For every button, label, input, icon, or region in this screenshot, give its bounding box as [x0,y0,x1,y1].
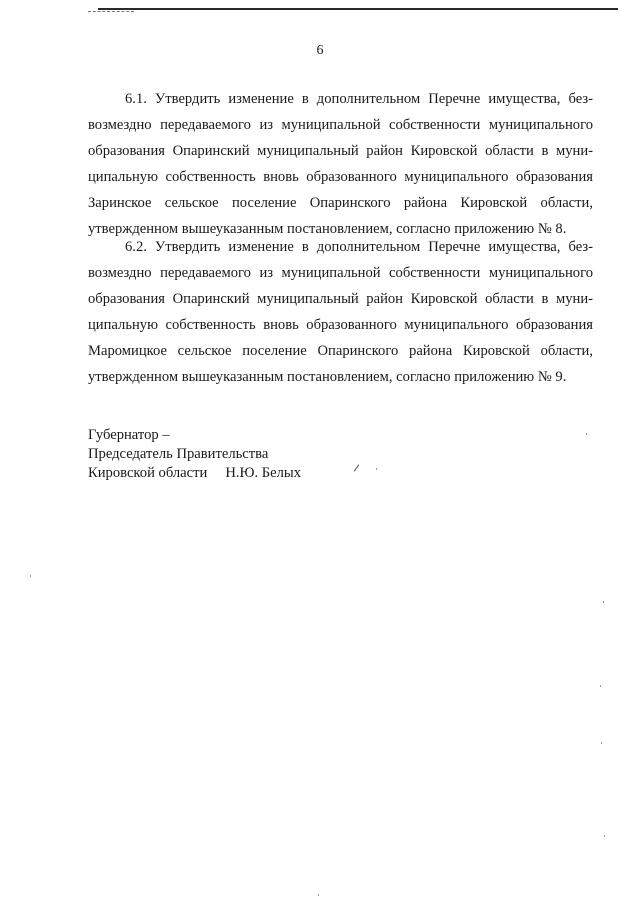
paragraph-line: образования Опаринский муниципальный район Кировской области в муни- [88,290,593,307]
signature-title-line-1: Губернатор – [88,427,170,443]
scan-speck [600,685,601,687]
signature-block [88,426,301,483]
paragraph-line: образования Опаринский муниципальный район Кировской области в муни- [88,142,593,159]
signature-region-line [88,464,301,483]
paragraph-line: Заринское сельское поселение Опаринского района Кировской области, [88,194,593,211]
paragraph-line: 6.1. Утвердить изменение в дополнительном Перечне имущества, без- [125,91,593,107]
signature-title-line-2: Председатель Правительства [88,446,269,462]
paragraph-line: утвержденном вышеуказанным постановлением, согласно приложению № 9. [88,368,567,385]
paragraph-6-2 [88,235,593,390]
scan-speck [604,835,605,837]
scan-speck [601,742,602,744]
signature-mark [354,464,359,471]
scan-speck [376,468,377,470]
scan-speck [603,601,604,603]
paragraph-line: возмездно передаваемого из муниципальной собственности муниципального [88,116,593,133]
paragraph-line: возмездно передаваемого из муниципальной собственности муниципального [88,264,593,281]
scan-speck [30,575,31,577]
scan-speck [586,433,587,435]
paragraph-line: Маромицкое сельское поселение Опаринского района Кировской области, [88,342,593,359]
paragraph-line: ципальную собственность вновь образованного муниципального образования [88,316,593,333]
paragraph-line: ципальную собственность вновь образованного муниципального образования [88,168,593,185]
page-number: 6 [316,43,324,58]
signature-region: Кировской области [88,465,208,481]
top-border-rule [98,8,618,10]
paragraph-line: 6.2. Утвердить изменение в дополнительном Перечне имущества, без- [125,239,593,255]
signature-name: Н.Ю. Белых [225,465,302,481]
paragraph-6-1 [88,87,593,242]
scan-speck [318,894,319,896]
paragraph-line: утвержденном вышеуказанным постановлением, согласно приложению № 8. [88,220,567,237]
top-scan-dash [88,11,134,12]
